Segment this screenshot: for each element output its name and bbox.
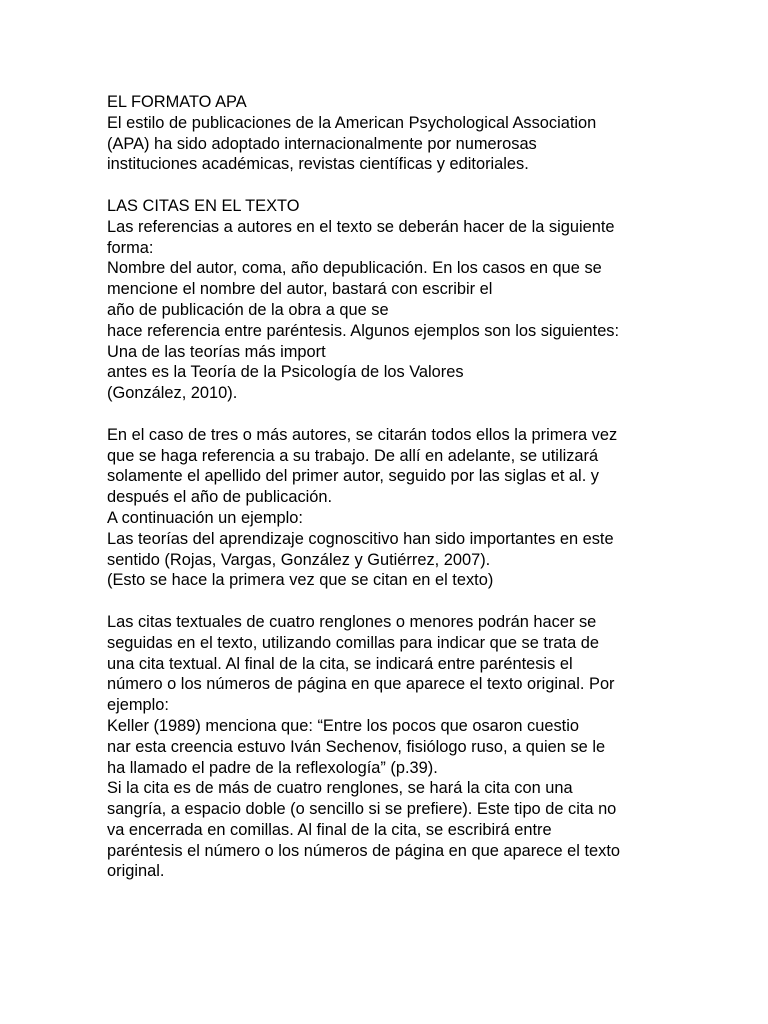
text-line: forma: [107, 238, 154, 257]
text-line: En el caso de tres o más autores, se citarán todos ellos la primera vez [107, 425, 618, 444]
text-line: El estilo de publicaciones de la American Psychological Association [107, 113, 597, 132]
text-line: A continuación un ejemplo: [107, 508, 303, 527]
text-line: Nombre del autor, coma, año depublicación. En los casos en que se [107, 259, 602, 278]
text-line: hace referencia entre paréntesis. Algunos ejemplos son los siguientes: [107, 321, 620, 340]
heading-citas-texto: LAS CITAS EN EL TEXTO [107, 196, 300, 215]
text-line: ejemplo: [107, 696, 169, 715]
text-line: va encerrada en comillas. Al final de la cita, se escribirá entre [107, 820, 552, 839]
heading-apa-format: EL FORMATO APA [107, 93, 247, 111]
section-tres-o-mas-autores [107, 425, 707, 591]
text-line: número o los números de página en que aparece el texto original. Por [107, 675, 615, 694]
text-line: solamente el apellido del primer autor, seguido por las siglas et al. y [107, 467, 599, 486]
text-line: sangría, a espacio doble (o sencillo si se prefiere). Este tipo de cita no [107, 800, 617, 819]
text-line: (APA) ha sido adoptado internacionalmente por numerosas [107, 134, 537, 153]
text-line: (Esto se hace la primera vez que se citan en el texto) [107, 571, 494, 590]
text-line: antes es la Teoría de la Psicología de los Valores [107, 363, 464, 382]
text-line: después el año de publicación. [107, 488, 333, 507]
text-line: nar esta creencia estuvo Iván Sechenov, fisiólogo ruso, a quien se le [107, 737, 606, 756]
text-line: año de publicación de la obra a que se [107, 300, 389, 319]
text-line: original. [107, 862, 165, 881]
text-line: seguidas en el texto, utilizando comillas para indicar que se trata de [107, 633, 600, 652]
section-apa-format [107, 92, 707, 175]
text-line: Las teorías del aprendizaje cognoscitivo han sido importantes en este [107, 529, 614, 548]
paragraph-gap [107, 175, 707, 196]
text-line: mencione el nombre del autor, bastará con escribir el [107, 280, 493, 299]
text-line: Si la cita es de más de cuatro renglones, se hará la cita con una [107, 779, 573, 798]
paragraph-gap [107, 591, 707, 612]
text-line: sentido (Rojas, Vargas, González y Gutiérrez, 2007). [107, 550, 491, 569]
section-citas-textuales [107, 612, 707, 882]
text-line: paréntesis el número o los números de página en que aparece el texto [107, 841, 620, 860]
text-line: (González, 2010). [107, 384, 238, 403]
text-line: ha llamado el padre de la reflexología” (p.39). [107, 758, 438, 777]
paragraph-gap [107, 404, 707, 425]
text-line: Las referencias a autores en el texto se deberán hacer de la siguiente [107, 217, 615, 236]
text-line: una cita textual. Al final de la cita, se indicará entre paréntesis el [107, 654, 573, 673]
text-line: Las citas textuales de cuatro renglones o menores podrán hacer se [107, 612, 597, 631]
document-page [107, 92, 707, 882]
text-line: que se haga referencia a su trabajo. De allí en adelante, se utilizará [107, 446, 599, 465]
text-line: Una de las teorías más import [107, 342, 326, 361]
text-line: instituciones académicas, revistas científicas y editoriales. [107, 155, 529, 174]
section-citas-en-el-texto [107, 196, 707, 404]
text-line: Keller (1989) menciona que: “Entre los pocos que osaron cuestio [107, 716, 579, 735]
